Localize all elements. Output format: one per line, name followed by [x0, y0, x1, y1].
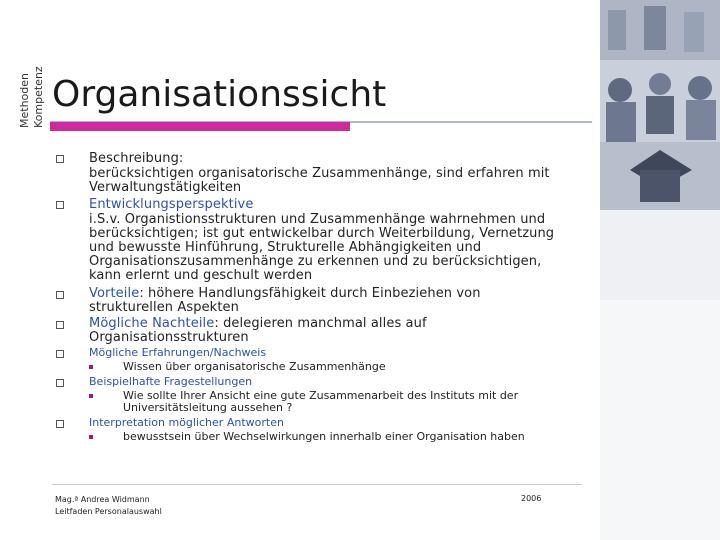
item-interpretation-text: bewusstsein über Wechselwirkungen innerhalb einer Organisation haben	[123, 430, 525, 443]
advantages-text-cont: strukturellen Aspekten	[89, 300, 239, 315]
disadvantages-text: : delegieren manchmal alles auf	[214, 316, 427, 331]
page-title: Organisationssicht	[52, 74, 387, 115]
item-questions-text: Wie sollte Ihrer Ansicht eine gute Zusammenarbeit des Instituts mit der	[123, 389, 519, 402]
bullet-box	[56, 155, 64, 163]
item-description-text: berücksichtigen organisatorische Zusammenhänge, sind erfahren mit	[89, 166, 550, 181]
item-experience-text: Wissen über organisatorische Zusammenhänge	[123, 360, 386, 373]
sub-bullet	[89, 435, 93, 439]
item-interpretation-heading: Interpretation möglicher Antworten	[89, 416, 284, 429]
item-disadvantages	[89, 318, 427, 329]
item-description-heading: Beschreibung:	[89, 151, 184, 166]
item-perspective-text: kann erlernt und geschult werden	[89, 268, 313, 283]
item-perspective-text: und bewusste Hinführung, Strukturelle Abhängigkeiten und	[89, 240, 482, 255]
disadvantages-label: Mögliche Nachteile	[89, 316, 215, 331]
item-experience-heading: Mögliche Erfahrungen/Nachweis	[89, 346, 267, 359]
advantages-text: : höhere Handlungsfähigkeit durch Einbeziehen von	[139, 286, 481, 301]
footer-author: Mag.ª Andrea Widmann	[55, 495, 150, 504]
footer-document-title: Leitfaden Personalauswahl	[55, 507, 162, 516]
footer-rule	[52, 484, 582, 485]
item-perspective-text: i.S.v. Organistionsstrukturen und Zusammenhänge wahrnehmen und	[89, 212, 546, 227]
decorative-photo-strip	[600, 0, 720, 540]
item-advantages	[89, 288, 481, 299]
item-perspective-text: Organisationszusammenhänge zu erkennen und zu berücksichtigen,	[89, 254, 542, 269]
footer-year: 2006	[521, 494, 542, 503]
item-perspective-heading: Entwicklungsperspektive	[89, 197, 254, 212]
sub-bullet	[89, 394, 93, 398]
item-description-text: Verwaltungstätigkeiten	[89, 180, 242, 195]
item-perspective-text: berücksichtigen; ist gut entwickelbar durch Weiterbildung, Vernetzung	[89, 226, 555, 241]
disadvantages-text-cont: Organisationsstrukturen	[89, 330, 249, 345]
bullet-box	[56, 201, 64, 209]
item-questions-heading: Beispielhafte Fragestellungen	[89, 375, 253, 388]
bullet-box	[56, 379, 64, 387]
sub-bullet	[89, 365, 93, 369]
footer-author-block	[55, 494, 162, 518]
side-label-line2: Kompetenz	[32, 66, 45, 128]
title-accent-bar	[50, 122, 350, 131]
advantages-label: Vorteile	[89, 286, 140, 301]
bullet-box	[56, 420, 64, 428]
bullet-box	[56, 350, 64, 358]
side-label	[4, 2, 45, 128]
bullet-box	[56, 321, 64, 329]
item-questions-text: Universitätsleitung aussehen ?	[123, 401, 293, 414]
side-label-line1: Methoden	[18, 73, 31, 128]
bullet-box	[56, 291, 64, 299]
